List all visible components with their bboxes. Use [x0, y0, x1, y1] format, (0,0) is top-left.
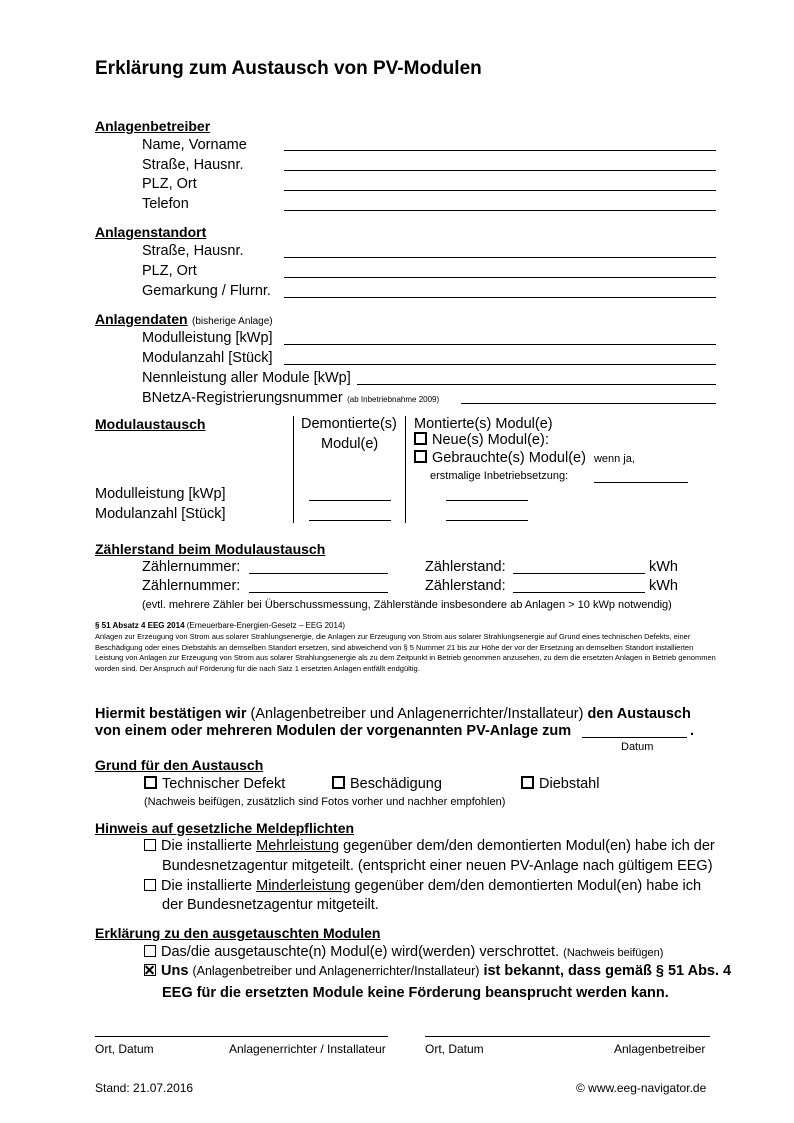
- footer-stand: Stand: 21.07.2016: [95, 1081, 194, 1095]
- erklaerung-line-2: EEG für die ersetzten Module keine Förderung beansprucht werden kann.: [162, 985, 669, 1001]
- unit-kwh-1: kWh: [649, 559, 678, 575]
- eeg-text: Anlagen zur Erzeugung von Strom aus solarer Strahlungsenergie, die Anlagen zur Erzeugung von Strom aus solarer Strahlungsenergie auf Grund eines technischen Defekts, einer Beschädigung oder eines Diebstahls an demselben Standort ersetzen, sind abweichend von § 5 Nummer 21 bis zur Höhe der vor der Ersetzung an demselben Standort installierten Leistung von Anlagen zur Erzeugung von Strom aus solarer Strahlungsenergie als zu dem Zeitpunkt in Betrieb genommen anzusehen, zu dem die ersetzten Anlagen in Betrieb genommen worden sind. Der Anspruch auf Förderung für die nach Satz 1 ersetzten Anlagen entfällt endgültig.: [95, 632, 716, 673]
- col-mont-label: Montierte(s) Modul(e): [414, 416, 553, 432]
- section-heading-anlagenstandort: Anlagenstandort: [95, 224, 207, 240]
- input-line-standort-strasse[interactable]: [284, 257, 716, 258]
- grund-option-diebstahl[interactable]: [521, 776, 599, 792]
- period: .: [690, 723, 695, 739]
- erklaerung-option-verschrottet[interactable]: [144, 944, 663, 960]
- section-heading-anlagenbetreiber: Anlagenbetreiber: [95, 118, 211, 134]
- label-strasse: Straße, Hausnr.: [142, 157, 244, 173]
- erklaerung-opt1-label: Das/die ausgetauschte(n) Modul(e) wird(werden) verschrottet.: [161, 944, 560, 960]
- hinweis-m-post: gegenüber dem/den demontierten Modul(en) habe ich der: [343, 838, 715, 854]
- hinweis-m-pre: Die installierte: [161, 838, 253, 854]
- label-gemarkung: Gemarkung / Flurnr.: [142, 283, 271, 299]
- grund-note: (Nachweis beifügen, zusätzlich sind Fotos vorher und nachher empfohlen): [144, 796, 506, 808]
- grund-option-defekt-label: Technischer Defekt: [162, 776, 286, 792]
- eeg-heading: [95, 621, 345, 630]
- gebrauchte-module-option[interactable]: [414, 450, 635, 466]
- sig-ort-datum-2: Ort, Datum: [425, 1042, 484, 1056]
- sig-ort-datum-1: Ort, Datum: [95, 1042, 154, 1056]
- checkbox-icon[interactable]: [144, 945, 156, 957]
- label-zaehlernummer-2: Zählernummer:: [142, 578, 241, 594]
- input-line-name[interactable]: [284, 150, 716, 151]
- label-zaehlerstand-2: Zählerstand:: [425, 578, 506, 594]
- input-line-modulanzahl[interactable]: [284, 364, 716, 365]
- section-heading-erklaerung: Erklärung zu den ausgetauschten Modulen: [95, 925, 381, 941]
- checkbox-icon[interactable]: [414, 432, 427, 445]
- label-modulleistung: Modulleistung [kWp]: [142, 330, 273, 346]
- label-ma-modulanzahl: Modulanzahl [Stück]: [95, 506, 226, 522]
- column-divider-2: [405, 416, 406, 523]
- label-telefon: Telefon: [142, 196, 189, 212]
- input-line-demont-anzahl[interactable]: [309, 520, 391, 521]
- bestaetigung-bold-1: Hiermit bestätigen wir: [95, 706, 247, 722]
- label-modulanzahl: Modulanzahl [Stück]: [142, 350, 273, 366]
- bestaetigung-line-2: von einem oder mehreren Modulen der vorgenannten PV-Anlage zum: [95, 723, 572, 739]
- hinweis-m-line-2: Bundesnetzagentur mitgeteilt. (entspricht einer neuen PV-Anlage nach gültigem EEG): [162, 858, 713, 874]
- section-heading-hinweis: Hinweis auf gesetzliche Meldepflichten: [95, 820, 355, 836]
- zaehler-note: (evtl. mehrere Zähler bei Überschussmessung, Zählerstände insbesondere ab Anlagen > 10 kWp notwendig): [142, 599, 672, 611]
- gebrauchte-module-label: Gebrauchte(s) Modul(e): [432, 450, 586, 466]
- label-ma-modulleistung: Modulleistung [kWp]: [95, 486, 226, 502]
- grund-option-beschaedigung-label: Beschädigung: [350, 776, 442, 792]
- eeg-heading-bold: § 51 Absatz 4 EEG 2014: [95, 621, 185, 630]
- sig-betreiber-label: Anlagenbetreiber: [614, 1042, 706, 1056]
- checkbox-icon[interactable]: [414, 450, 427, 463]
- input-line-nennleistung[interactable]: [357, 384, 716, 385]
- bnetza-note: (ab Inbetriebnahme 2009): [347, 395, 440, 404]
- anlagendaten-note: (bisherige Anlage): [192, 316, 273, 327]
- label-name: Name, Vorname: [142, 137, 247, 153]
- column-divider-1: [293, 416, 294, 523]
- input-line-standort-plz-ort[interactable]: [284, 277, 716, 278]
- checkbox-icon[interactable]: [521, 776, 534, 789]
- input-line-mont-leistung[interactable]: [446, 500, 528, 501]
- input-line-strasse[interactable]: [284, 170, 716, 171]
- neue-module-label: Neue(s) Modul(e):: [432, 432, 549, 448]
- input-line-gemarkung[interactable]: [284, 297, 716, 298]
- col-demont-label-2: Modul(e): [321, 436, 379, 452]
- checkbox-icon[interactable]: [144, 776, 157, 789]
- grund-option-defekt[interactable]: [144, 776, 285, 792]
- label-zaehlernummer-1: Zählernummer:: [142, 559, 241, 575]
- input-line-zaehlerstand-1[interactable]: [513, 573, 645, 574]
- label-nennleistung: Nennleistung aller Module [kWp]: [142, 370, 351, 386]
- checkbox-icon[interactable]: [144, 879, 156, 891]
- checkbox-icon[interactable]: [144, 839, 156, 851]
- hinweis-n-underlined: Minderleistung: [256, 878, 351, 894]
- input-line-telefon[interactable]: [284, 210, 716, 211]
- input-line-austausch-datum[interactable]: [582, 737, 687, 738]
- checkbox-icon[interactable]: [332, 776, 345, 789]
- section-heading-grund: Grund für den Austausch: [95, 757, 264, 773]
- input-line-modulleistung[interactable]: [284, 344, 716, 345]
- grund-option-beschaedigung[interactable]: [332, 776, 442, 792]
- input-line-zaehlernummer-2[interactable]: [249, 592, 388, 593]
- neue-module-option[interactable]: [414, 432, 549, 448]
- hinweis-n-pre: Die installierte: [161, 878, 253, 894]
- checked-checkbox-icon[interactable]: [144, 964, 156, 976]
- inbetriebsetzung-label: erstmalige Inbetriebsetzung:: [430, 470, 569, 482]
- col-demont-label-1: Demontierte(s): [301, 416, 397, 432]
- label-plz-ort: PLZ, Ort: [142, 176, 197, 192]
- input-line-demont-leistung[interactable]: [309, 500, 391, 501]
- bnetza-row: [142, 389, 439, 407]
- input-line-mont-anzahl[interactable]: [446, 520, 528, 521]
- erklaerung-uns: Uns: [161, 963, 189, 979]
- input-line-plz-ort[interactable]: [284, 190, 716, 191]
- hinweis-n-line-2: der Bundesnetzagentur mitgeteilt.: [162, 897, 379, 913]
- grund-option-diebstahl-label: Diebstahl: [539, 776, 600, 792]
- input-line-bnetza[interactable]: [461, 403, 716, 404]
- signature-line-errichter[interactable]: [95, 1036, 388, 1037]
- label-bnetza: BNetzA-Registrierungsnummer: [142, 390, 343, 406]
- label-standort-plz-ort: PLZ, Ort: [142, 263, 197, 279]
- eeg-heading-rest: (Erneuerbare-Energien-Gesetz – EEG 2014): [186, 621, 346, 630]
- wenn-ja-label: wenn ja,: [593, 453, 635, 465]
- hinweis-option-mehrleistung[interactable]: [144, 838, 715, 854]
- erklaerung-option-bekannt[interactable]: [144, 963, 731, 979]
- sig-errichter-label: Anlagenerrichter / Installateur: [229, 1042, 386, 1056]
- hinweis-option-minderleistung[interactable]: [144, 878, 701, 894]
- section-heading-modulaustausch: Modulaustausch: [95, 416, 206, 432]
- signature-line-betreiber[interactable]: [425, 1036, 710, 1037]
- hinweis-m-underlined: Mehrleistung: [256, 838, 340, 854]
- input-line-zaehlernummer-1[interactable]: [249, 573, 388, 574]
- section-heading-zaehler: Zählerstand beim Modulaustausch: [95, 541, 326, 557]
- section-heading-anlagendaten-row: [95, 311, 273, 329]
- bestaetigung-line-1: [95, 706, 691, 722]
- label-standort-strasse: Straße, Hausnr.: [142, 243, 244, 259]
- hinweis-n-post: gegenüber dem/den demontierten Modul(en) habe ich: [354, 878, 702, 894]
- erklaerung-uns-paren: (Anlagenbetreiber und Anlagenerrichter/Installateur): [192, 964, 480, 978]
- erklaerung-opt1-note: (Nachweis beifügen): [563, 947, 664, 959]
- erklaerung-uns-post: ist bekannt, dass gemäß § 51 Abs. 4: [483, 963, 732, 979]
- bestaetigung-bold-2: den Austausch: [587, 706, 691, 722]
- input-line-inbetriebsetzung[interactable]: [594, 482, 688, 483]
- bestaetigung-normal-1: (Anlagenbetreiber und Anlagenerrichter/Installateur): [250, 706, 584, 722]
- unit-kwh-2: kWh: [649, 578, 678, 594]
- label-zaehlerstand-1: Zählerstand:: [425, 559, 506, 575]
- section-heading-anlagendaten: Anlagendaten: [95, 311, 188, 327]
- datum-label: Datum: [621, 741, 654, 753]
- input-line-zaehlerstand-2[interactable]: [513, 592, 645, 593]
- footer-copyright: © www.eeg-navigator.de: [576, 1081, 707, 1095]
- page-title: Erklärung zum Austausch von PV-Modulen: [95, 58, 482, 79]
